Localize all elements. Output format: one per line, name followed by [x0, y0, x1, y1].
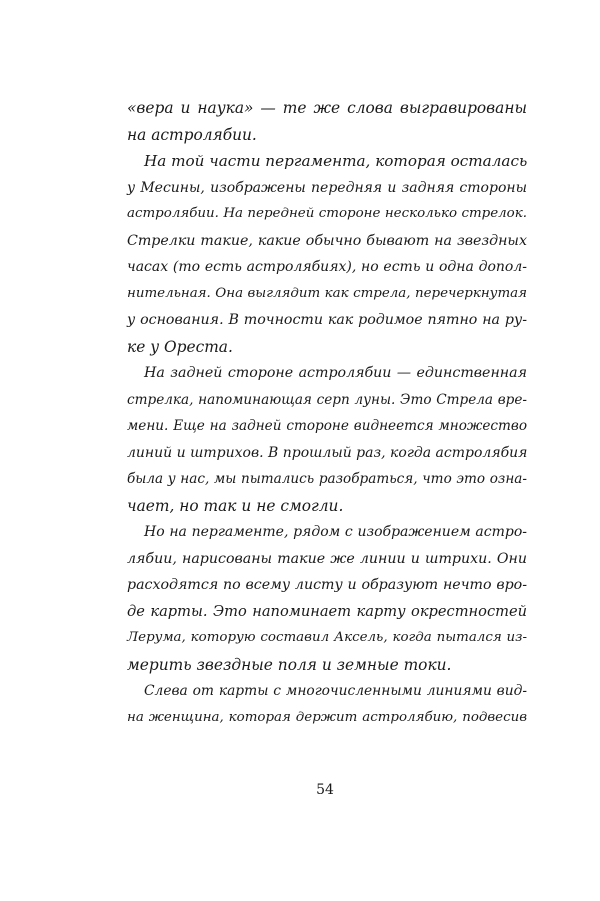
text-line: Слева от карты с многочисленными линиями вид-	[144, 683, 527, 699]
text-line: Но на пергаменте, рядом с изображением астро-	[144, 524, 527, 540]
text-line: была у нас, мы пытались разобраться, что это озна-	[127, 471, 527, 487]
text-line: Лерума, которую составил Аксель, когда пытался из-	[127, 630, 527, 645]
text-line: линий и штрихов. В прошлый раз, когда астролябия	[127, 444, 528, 461]
text-line: мени. Еще на задней стороне виднеется множество	[127, 418, 527, 434]
text-line: Стрелки такие, какие обычно бывают на звездных	[127, 232, 527, 249]
text-line: астролябии. На передней стороне несколько стрелок.	[127, 206, 527, 221]
text-line: чает, но так и не смогли.	[127, 496, 344, 515]
text-line: «вера и наука» — те же слова выгравированы	[127, 99, 527, 117]
text-line: часах (то есть астролябиях), но есть и одна допол-	[127, 259, 527, 275]
text-line: у Месины, изображены передняя и задняя стороны	[127, 179, 527, 196]
text-line: мерить звездные поля и земные токи.	[127, 655, 452, 674]
body-text	[127, 95, 527, 731]
text-line: На той части пергамента, которая осталась	[144, 152, 528, 170]
text-line: нительная. Она выглядит как стрела, перечеркнутая	[127, 285, 527, 301]
page-number: 54	[316, 782, 334, 798]
text-line: ке у Ореста.	[127, 337, 233, 356]
text-line: у основания. В точности как родимое пятно на ру-	[127, 312, 527, 328]
text-line: На задней стороне астролябии — единственная	[144, 365, 527, 381]
text-line: стрелка, напоминающая серп луны. Это Стрела вре-	[127, 391, 527, 408]
text-line: де карты. Это напоминает карту окрестностей	[127, 602, 527, 620]
text-line: на астролябии.	[127, 125, 257, 144]
text-line: на женщина, которая держит астролябию, подвесив	[127, 709, 527, 725]
text-line: лябии, нарисованы такие же линии и штрихи. Они	[127, 550, 527, 567]
text-line: расходятся по всему листу и образуют нечто вро-	[127, 577, 527, 593]
